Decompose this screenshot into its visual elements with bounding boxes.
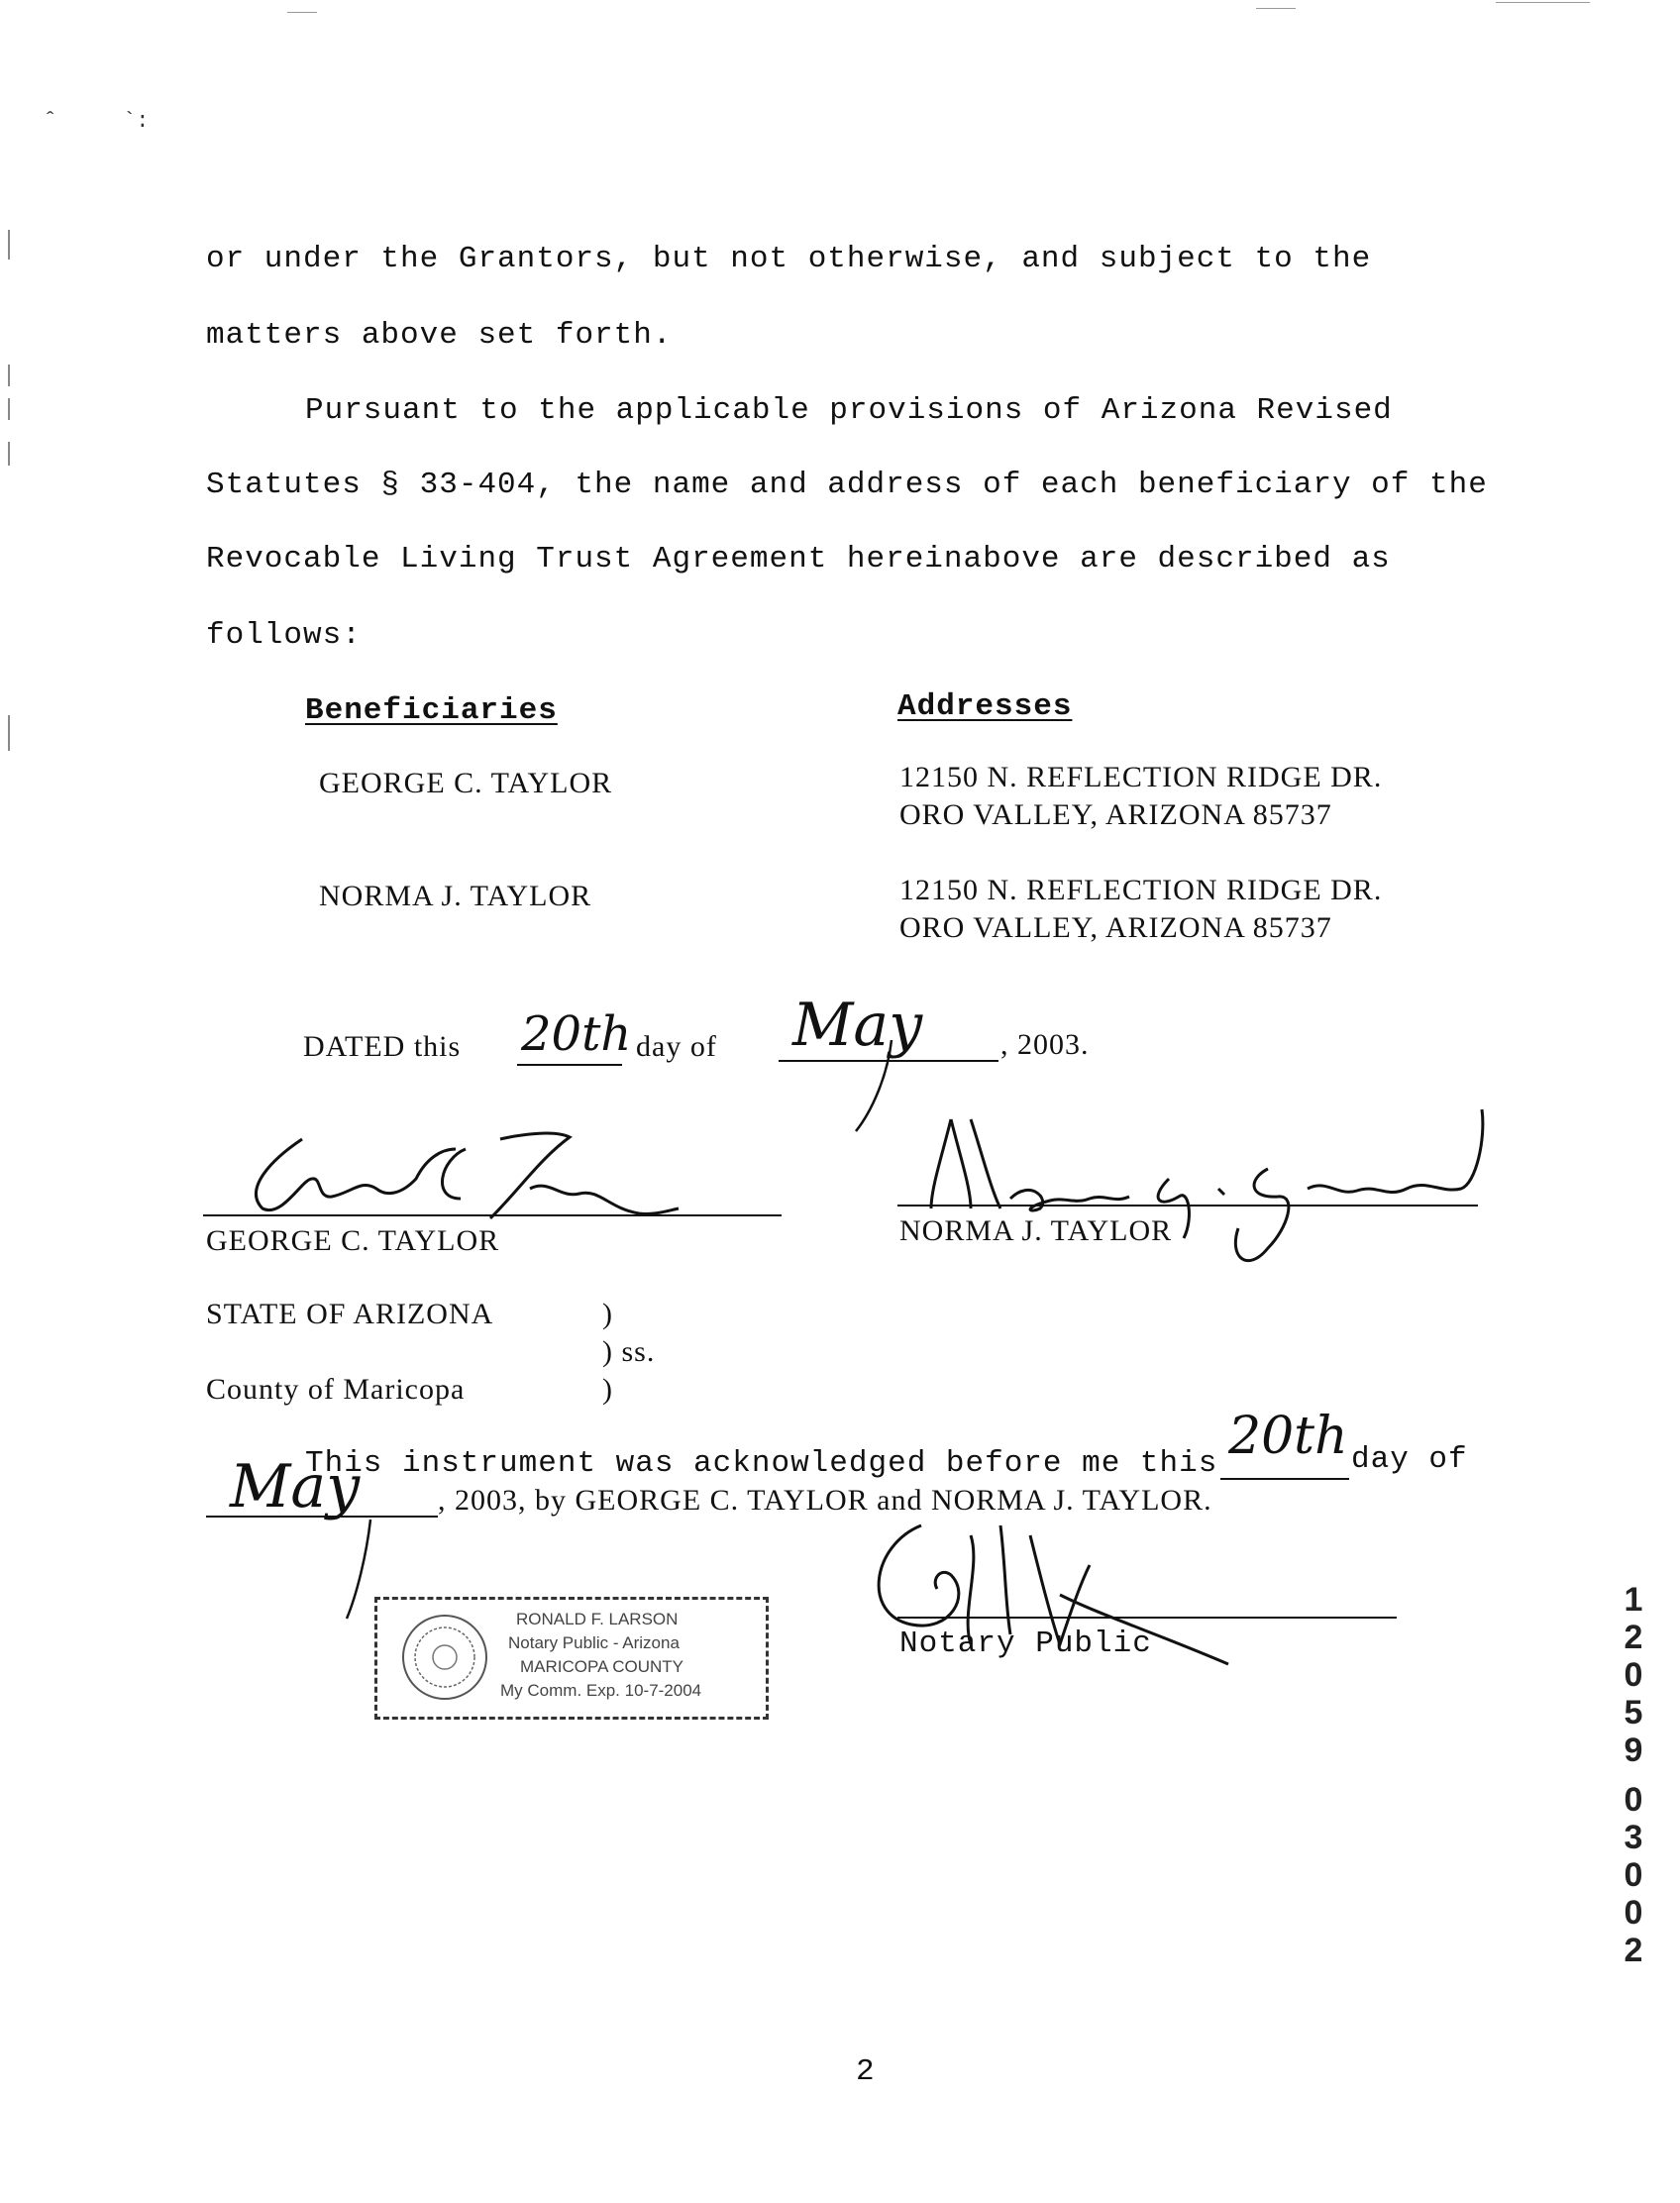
- recording-digit: 5: [1624, 1694, 1643, 1731]
- margin-mark: [8, 715, 10, 751]
- seal-line: RONALD F. LARSON: [516, 1610, 679, 1628]
- addresses-header: Addresses: [897, 689, 1073, 724]
- scan-artifact: [1256, 8, 1296, 9]
- margin-mark: [8, 230, 10, 260]
- margin-mark: [8, 442, 10, 466]
- signature-line: [897, 1617, 1397, 1619]
- seal-line: Notary Public - Arizona: [508, 1633, 680, 1652]
- beneficiaries-header: Beneficiaries: [305, 693, 558, 728]
- handwritten-month: May: [792, 991, 923, 1060]
- scan-artifact: [287, 12, 317, 13]
- notary-seal-stamp: [374, 1597, 769, 1720]
- scan-mark: ˆ: [44, 109, 57, 134]
- margin-mark: [8, 398, 10, 420]
- recording-digit: 0: [1624, 1656, 1643, 1694]
- signature-line: [897, 1205, 1478, 1206]
- arizona-seal-icon: [399, 1612, 490, 1703]
- recording-digit: 0: [1624, 1781, 1643, 1819]
- venue-state: STATE OF ARIZONA: [206, 1298, 494, 1330]
- seal-line: MARICOPA COUNTY: [520, 1657, 683, 1676]
- beneficiary-address-line: 12150 N. REFLECTION RIDGE DR.: [899, 874, 1383, 906]
- recording-digit: 3: [1624, 1819, 1643, 1856]
- ack-line-prefix: This instrument was acknowledged before me this: [305, 1446, 1218, 1481]
- handwritten-day: 20th: [1228, 1407, 1348, 1466]
- recording-digit: 1: [1624, 1581, 1643, 1619]
- recording-digit: 0: [1624, 1856, 1643, 1894]
- beneficiary-address-line: ORO VALLEY, ARIZONA 85737: [899, 911, 1332, 944]
- handwritten-month: May: [230, 1452, 361, 1521]
- recording-digit: 2: [1624, 1619, 1643, 1656]
- norma-signature: [892, 1080, 1506, 1278]
- recording-digit: 9: [1624, 1731, 1643, 1769]
- venue-paren: ): [602, 1298, 613, 1330]
- venue-county: County of Maricopa: [206, 1373, 466, 1406]
- recording-digit: 2: [1624, 1932, 1643, 1969]
- paragraph-line: or under the Grantors, but not otherwise, and subject to the: [206, 242, 1372, 276]
- dated-mid: day of: [636, 1030, 717, 1063]
- signer-name-left: GEORGE C. TAYLOR: [206, 1224, 500, 1257]
- beneficiary-address-line: ORO VALLEY, ARIZONA 85737: [899, 798, 1332, 831]
- signature-line: [203, 1214, 782, 1216]
- beneficiary-address-line: 12150 N. REFLECTION RIDGE DR.: [899, 761, 1383, 793]
- notary-label: Notary Public: [899, 1626, 1152, 1661]
- ack-line-2: , 2003, by GEORGE C. TAYLOR and NORMA J. TAYLOR.: [438, 1484, 1212, 1517]
- paragraph-line: Revocable Living Trust Agreement hereinabove are described as: [206, 542, 1391, 577]
- seal-line: My Comm. Exp. 10-7-2004: [500, 1681, 702, 1700]
- paragraph-line: follows:: [206, 618, 362, 653]
- venue-paren: ): [602, 1373, 613, 1406]
- paragraph-line: matters above set forth.: [206, 318, 673, 353]
- scan-mark: `:: [123, 109, 150, 134]
- margin-mark: [8, 365, 10, 386]
- recording-digit: 0: [1624, 1894, 1643, 1932]
- venue-ss: ) ss.: [602, 1335, 656, 1368]
- dated-prefix: DATED this: [303, 1030, 462, 1063]
- beneficiary-name: NORMA J. TAYLOR: [319, 880, 592, 912]
- george-signature: [203, 1119, 679, 1228]
- dated-year: , 2003.: [1000, 1028, 1090, 1061]
- page-number: 2: [856, 2054, 876, 2089]
- paragraph-line: Statutes § 33-404, the name and address of each beneficiary of the: [206, 468, 1488, 502]
- scan-artifact: [1496, 2, 1590, 3]
- beneficiary-name: GEORGE C. TAYLOR: [319, 767, 613, 799]
- paragraph-line: Pursuant to the applicable provisions of Arizona Revised: [305, 393, 1393, 428]
- handwritten-day: 20th: [521, 1006, 632, 1062]
- signer-name-right: NORMA J. TAYLOR: [899, 1214, 1173, 1247]
- blank-line: [517, 1064, 622, 1066]
- ack-line-suffix: day of: [1351, 1442, 1468, 1477]
- blank-line: [1220, 1478, 1349, 1480]
